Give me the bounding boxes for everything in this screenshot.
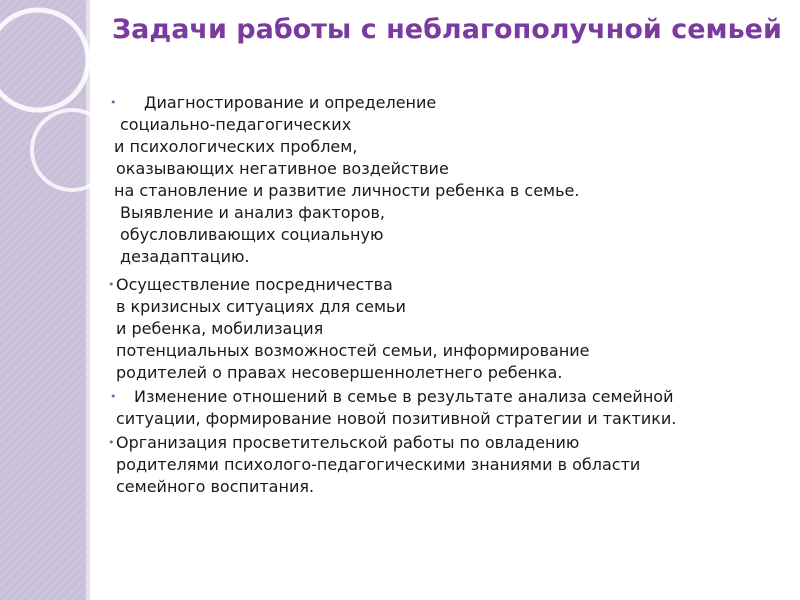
bullet-line: оказывающих негативное воздействие bbox=[116, 159, 449, 178]
bullet-item-diagnostics bbox=[104, 92, 774, 268]
bullet-icon: • bbox=[108, 278, 115, 291]
bullet-line: потенциальных возможностей семьи, информирование bbox=[116, 341, 590, 360]
bullet-line: родителями психолого-педагогическими знаниями в области bbox=[116, 455, 641, 474]
bullet-line: в кризисных ситуациях для семьи bbox=[116, 297, 406, 316]
bullet-item-change bbox=[104, 386, 774, 430]
ring-large bbox=[0, 10, 88, 110]
bullet-line: Осуществление посредничества bbox=[116, 275, 393, 294]
bullet-item-mediation bbox=[104, 274, 774, 384]
bullet-icon: • bbox=[110, 96, 117, 109]
bullet-item-education bbox=[104, 432, 774, 498]
bullet-line: Организация просветительской работы по овладению bbox=[116, 433, 580, 452]
bullet-line: ситуации, формирование новой позитивной стратегии и тактики. bbox=[116, 409, 677, 428]
bullet-line: и психологических проблем, bbox=[114, 137, 358, 156]
bullet-icon: • bbox=[108, 436, 115, 449]
bullet-line: и ребенка, мобилизация bbox=[116, 319, 324, 338]
bullet-line: обусловливающих социальную bbox=[120, 225, 384, 244]
bullet-line: семейного воспитания. bbox=[116, 477, 315, 496]
bullet-icon: • bbox=[110, 390, 117, 403]
bullet-line: Диагностирование и определение bbox=[144, 93, 437, 112]
slide-title: Задачи работы с неблагополучной семьей bbox=[112, 14, 782, 45]
bullet-line: дезадаптацию. bbox=[120, 247, 250, 266]
bullet-list bbox=[104, 92, 774, 498]
bullet-line: социально-педагогических bbox=[120, 115, 352, 134]
bullet-line: на становление и развитие личности ребенка в семье. bbox=[114, 181, 580, 200]
bullet-line: родителей о правах несовершеннолетнего ребенка. bbox=[116, 363, 563, 382]
decorative-rings bbox=[0, 0, 120, 230]
ring-small bbox=[32, 110, 112, 190]
bullet-line: Изменение отношений в семье в результате анализа семейной bbox=[134, 387, 674, 406]
bullet-line: Выявление и анализ факторов, bbox=[120, 203, 386, 222]
